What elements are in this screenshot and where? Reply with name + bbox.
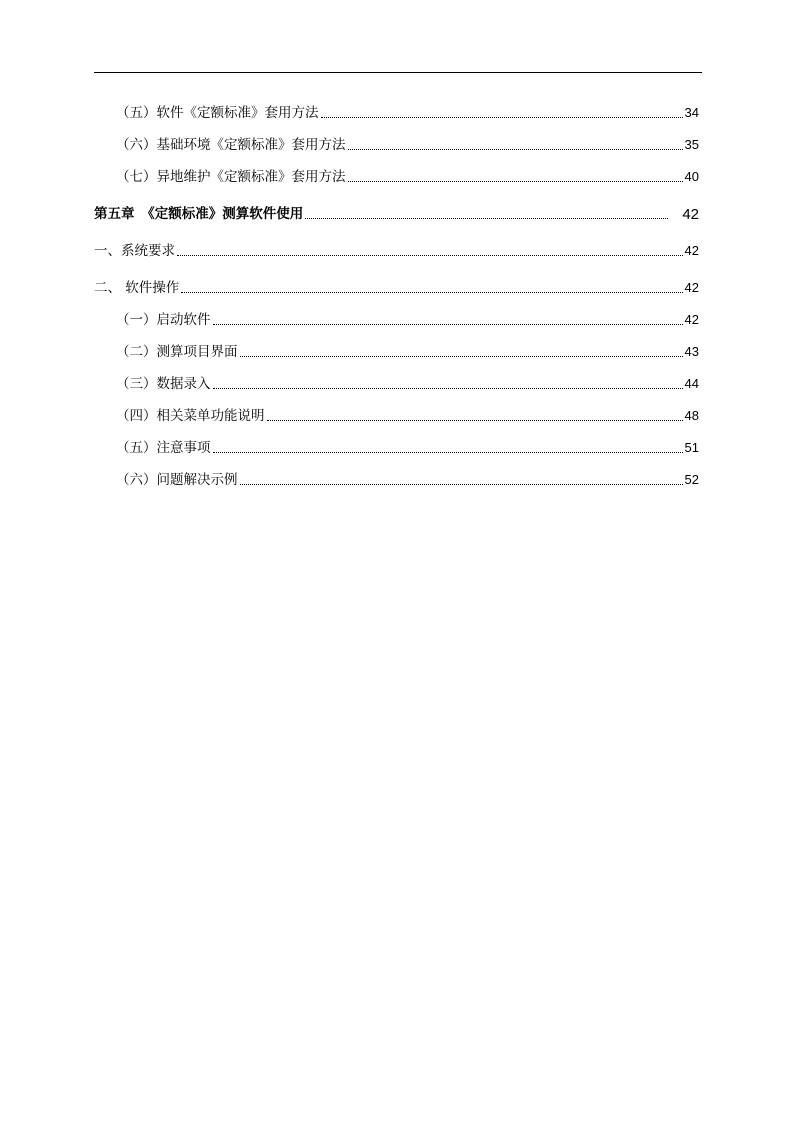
toc-leader-dots <box>213 452 683 453</box>
toc-entry-label: 一、系统要求 <box>94 243 175 259</box>
toc-entry[interactable] <box>94 331 699 363</box>
toc-entry-page: 52 <box>684 472 699 487</box>
toc-chapter-label: 第五章 《定额标准》测算软件使用 <box>94 206 304 222</box>
toc-leader-dots <box>213 388 683 389</box>
toc-entry-page: 40 <box>684 169 699 184</box>
toc-entry-label: （一）启动软件 <box>116 312 211 328</box>
toc-leader-dots <box>348 149 683 150</box>
toc-entry[interactable] <box>94 124 699 156</box>
toc-entry[interactable] <box>94 156 699 188</box>
toc-leader-dots <box>240 356 683 357</box>
toc-entry-page: 44 <box>684 376 699 391</box>
toc-entry-page: 34 <box>684 105 699 120</box>
toc-chapter-page: 42 <box>682 206 699 223</box>
toc-leader-dots <box>181 292 682 293</box>
toc-entry[interactable] <box>94 92 699 124</box>
toc-entry[interactable] <box>94 459 699 491</box>
toc-leader-dots <box>240 484 683 485</box>
toc-entry[interactable] <box>94 427 699 459</box>
toc-entry-label: （二）测算项目界面 <box>116 344 238 360</box>
toc-leader-dots <box>267 420 683 421</box>
toc-leader-dots <box>305 218 668 219</box>
toc-entry-label: 二、 软件操作 <box>94 280 180 296</box>
toc-entry[interactable] <box>94 262 699 299</box>
toc-entry[interactable] <box>94 395 699 427</box>
toc-chapter-entry[interactable] <box>94 188 699 225</box>
toc-leader-dots <box>177 255 683 256</box>
toc-entry-label: （五）软件《定额标准》套用方法 <box>116 105 319 121</box>
toc-entry-page: 43 <box>684 344 699 359</box>
toc-entry[interactable] <box>94 363 699 395</box>
toc-leader-dots <box>213 324 683 325</box>
toc-entry-page: 51 <box>684 440 699 455</box>
toc-entry-page: 42 <box>684 312 699 327</box>
header-rule <box>94 72 702 73</box>
toc-entry-label: （六）问题解决示例 <box>116 472 238 488</box>
toc-leader-dots <box>321 117 683 118</box>
toc-leader-dots <box>348 181 683 182</box>
toc-entry-label: （七）异地维护《定额标准》套用方法 <box>116 169 346 185</box>
table-of-contents <box>94 92 699 491</box>
toc-entry-page: 35 <box>684 137 699 152</box>
toc-entry[interactable] <box>94 299 699 331</box>
toc-entry-label: （三）数据录入 <box>116 376 211 392</box>
toc-entry[interactable] <box>94 225 699 262</box>
toc-entry-label: （五）注意事项 <box>116 440 211 456</box>
toc-entry-label: （六）基础环境《定额标准》套用方法 <box>116 137 346 153</box>
toc-entry-page: 48 <box>684 408 699 423</box>
toc-entry-label: （四）相关菜单功能说明 <box>116 408 265 424</box>
toc-entry-page: 42 <box>684 243 699 258</box>
toc-entry-page: 42 <box>684 280 699 295</box>
